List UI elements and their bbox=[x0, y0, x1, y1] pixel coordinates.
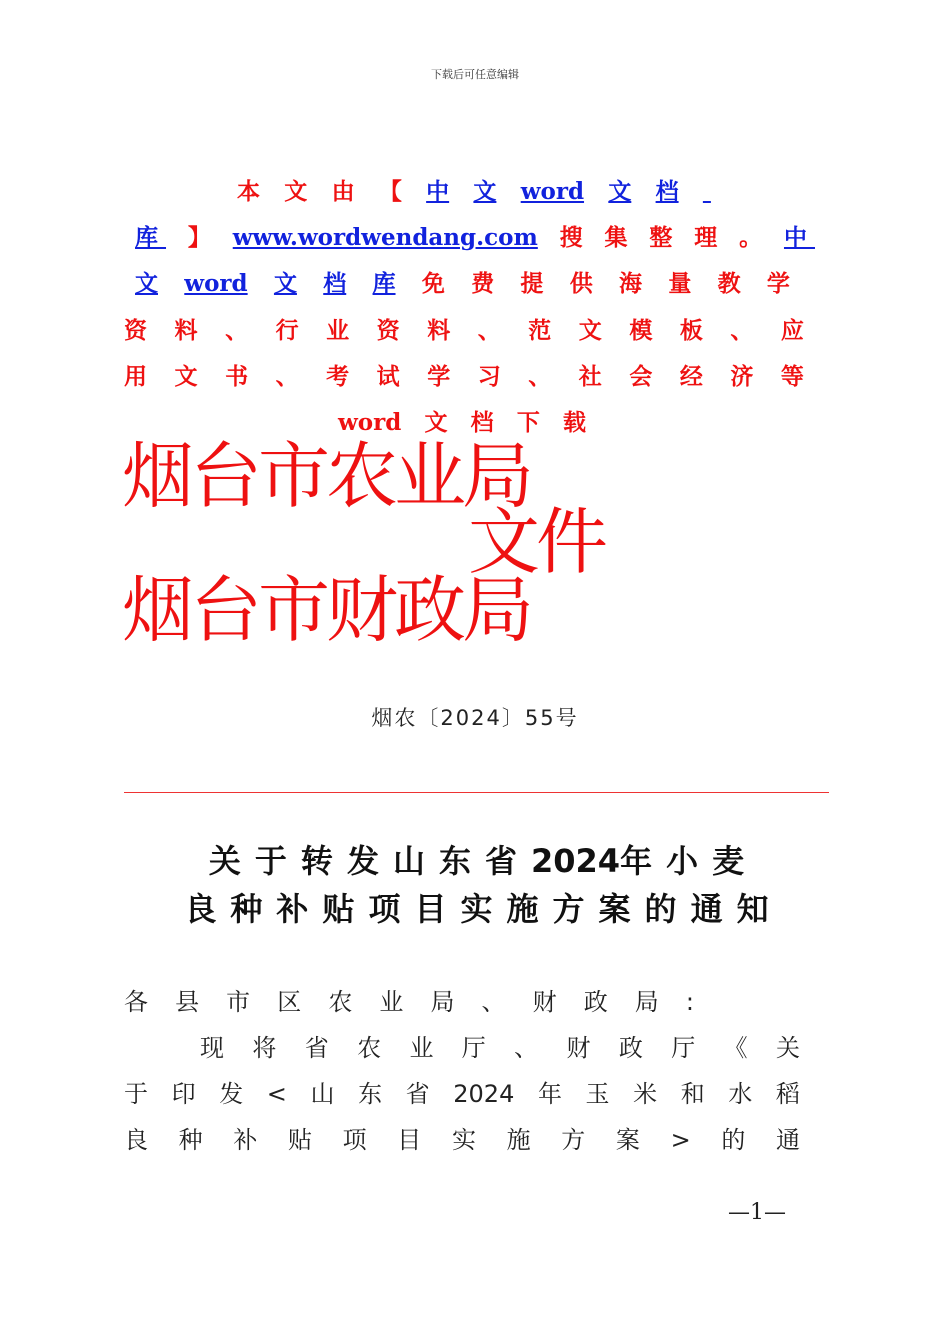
body-line-1-seg: 现 bbox=[200, 1034, 224, 1062]
title-line-1 bbox=[124, 838, 829, 884]
title-line-1-seg: 关 bbox=[208, 842, 241, 880]
salutation bbox=[124, 982, 694, 1022]
promo-line-3-seg[interactable]: 库 bbox=[372, 270, 396, 297]
body-line-2-seg: 和 bbox=[680, 1080, 705, 1108]
promo-line-3-seg: 费 bbox=[471, 270, 495, 297]
title-line-2 bbox=[124, 886, 829, 932]
body-line-1-seg: 《 bbox=[723, 1034, 748, 1062]
promo-line-6-seg: 载 bbox=[562, 409, 586, 436]
promo-line-5-seg: 文 bbox=[174, 363, 198, 390]
promo-line-3-seg: 学 bbox=[766, 270, 790, 297]
body-line-3-seg: 实 bbox=[451, 1126, 476, 1154]
title-line-2-seg: 贴 bbox=[322, 890, 355, 928]
body-line-3-seg: 贴 bbox=[287, 1126, 312, 1154]
promo-line-2-seg: 理 bbox=[694, 224, 718, 251]
promo-line-4-seg: 资 bbox=[376, 317, 400, 344]
promo-line-2-seg[interactable]: 中 bbox=[783, 224, 815, 251]
promo-line-4-seg: 资 bbox=[124, 317, 147, 344]
title-line-2-seg: 的 bbox=[644, 890, 677, 928]
body-line-3-seg: 施 bbox=[506, 1126, 531, 1154]
title-line-2-seg: 实 bbox=[460, 890, 493, 928]
promo-line-5-seg: 经 bbox=[679, 363, 703, 390]
body-line-1-seg: 、 bbox=[514, 1034, 539, 1062]
promo-line-1-seg[interactable]: 文 bbox=[473, 178, 497, 205]
promo-line-3 bbox=[135, 267, 790, 301]
body-line-3-seg: > bbox=[670, 1126, 691, 1154]
body-line-2-seg: 于 bbox=[124, 1080, 148, 1108]
body-line-1-seg: 业 bbox=[409, 1034, 434, 1062]
promo-line-3-seg[interactable]: 文 bbox=[273, 270, 297, 297]
promo-line-3-seg[interactable]: 档 bbox=[323, 270, 347, 297]
promo-line-6-seg: word bbox=[338, 409, 402, 436]
promo-line-1-seg[interactable]: 档 bbox=[655, 178, 679, 205]
promo-line-5-seg: 试 bbox=[376, 363, 400, 390]
promo-line-4-seg: 、 bbox=[225, 317, 249, 344]
promo-line-5-seg: 、 bbox=[528, 363, 552, 390]
body-line-2-seg: 玉 bbox=[585, 1080, 610, 1108]
body-line-1-seg: 厅 bbox=[461, 1034, 486, 1062]
body-line-1-seg: 厅 bbox=[671, 1034, 696, 1062]
salutation-seg: 县 bbox=[175, 988, 200, 1016]
body-line-1-seg: 将 bbox=[252, 1034, 277, 1062]
body-line-1-seg: 省 bbox=[304, 1034, 329, 1062]
promo-line-3-seg: 量 bbox=[668, 270, 692, 297]
promo-line-5-seg: 等 bbox=[780, 363, 804, 390]
salutation-seg: 、 bbox=[481, 988, 506, 1016]
promo-line-2 bbox=[135, 221, 815, 255]
promo-line-3-seg: 免 bbox=[421, 270, 445, 297]
promo-line-5-seg: 会 bbox=[629, 363, 653, 390]
body-line-3-seg: 补 bbox=[233, 1126, 258, 1154]
body-line-2-seg: 水 bbox=[728, 1080, 753, 1108]
body-line-2 bbox=[124, 1074, 800, 1114]
promo-line-4-seg: 、 bbox=[730, 317, 754, 344]
body-line-3-seg: 通 bbox=[775, 1126, 800, 1154]
promo-line-1-seg[interactable] bbox=[703, 175, 711, 209]
body-line-2-seg: 东 bbox=[358, 1080, 383, 1108]
promo-line-2-seg: 】 bbox=[187, 224, 211, 251]
body-line-3-seg: 项 bbox=[342, 1126, 367, 1154]
salutation-seg: 局 bbox=[634, 988, 659, 1016]
body-line-2-seg: 稻 bbox=[775, 1080, 800, 1108]
salutation-seg: 业 bbox=[379, 988, 404, 1016]
promo-line-1-seg: 本 bbox=[237, 178, 260, 205]
promo-line-1 bbox=[237, 175, 711, 209]
promo-line-1-seg[interactable]: word bbox=[520, 178, 585, 205]
promo-line-6-seg: 档 bbox=[470, 409, 494, 436]
title-line-2-seg: 项 bbox=[368, 890, 401, 928]
header-note: 下载后可任意编辑 bbox=[431, 68, 519, 81]
promo-line-3-seg[interactable]: word bbox=[184, 270, 248, 297]
promo-line-1-seg: 文 bbox=[284, 178, 308, 205]
body-line-2-seg: 米 bbox=[633, 1080, 658, 1108]
promo-line-5-seg: 考 bbox=[326, 363, 350, 390]
salutation-seg: 市 bbox=[226, 988, 251, 1016]
body-line-2-seg: < bbox=[266, 1080, 287, 1108]
promo-line-3-seg: 教 bbox=[717, 270, 741, 297]
body-line-2-seg: 印 bbox=[171, 1080, 196, 1108]
salutation-seg: 局 bbox=[430, 988, 455, 1016]
promo-line-4-seg: 业 bbox=[326, 317, 350, 344]
promo-line-2-seg: 集 bbox=[604, 224, 628, 251]
promo-line-5-seg: 社 bbox=[578, 363, 602, 390]
promo-line-1-seg: 【 bbox=[378, 178, 402, 205]
promo-line-4-seg: 行 bbox=[275, 317, 299, 344]
salutation-seg: 财 bbox=[532, 988, 557, 1016]
salutation-seg: 农 bbox=[328, 988, 353, 1016]
issuer-org-2: 烟台市财政局 bbox=[122, 568, 531, 652]
title-line-1-seg: 于 bbox=[254, 842, 287, 880]
promo-line-2-seg: 。 bbox=[739, 224, 763, 251]
red-divider bbox=[124, 792, 829, 793]
promo-line-1-seg[interactable]: 文 bbox=[608, 178, 632, 205]
title-line-2-seg: 种 bbox=[230, 890, 263, 928]
body-line-2-seg: 发 bbox=[219, 1080, 244, 1108]
body-line-1-seg: 关 bbox=[775, 1034, 800, 1062]
title-line-1-seg: 省 bbox=[484, 842, 517, 880]
promo-line-2-seg[interactable]: 库 bbox=[135, 224, 167, 251]
body-line-1 bbox=[200, 1028, 800, 1068]
promo-line-4 bbox=[124, 314, 804, 348]
body-line-2-seg: 省 bbox=[405, 1080, 430, 1108]
title-line-2-seg: 案 bbox=[598, 890, 631, 928]
title-line-2-seg: 良 bbox=[184, 890, 217, 928]
promo-line-1-seg[interactable]: 中 bbox=[426, 178, 450, 205]
body-line-1-seg: 政 bbox=[618, 1034, 643, 1062]
doc-number: 烟农〔2024〕55号 bbox=[371, 706, 579, 730]
promo-line-4-seg: 模 bbox=[629, 317, 653, 344]
body-line-1-seg: 财 bbox=[566, 1034, 591, 1062]
body-line-3-seg: 种 bbox=[178, 1126, 203, 1154]
title-line-1-seg: 2024年 bbox=[531, 842, 653, 880]
body-line-3-seg: 目 bbox=[397, 1126, 422, 1154]
salutation-seg: 各 bbox=[124, 988, 148, 1016]
promo-line-2-seg[interactable]: www.wordwendang.com bbox=[232, 224, 538, 251]
promo-line-4-seg: 、 bbox=[477, 317, 501, 344]
promo-line-5-seg: 学 bbox=[427, 363, 451, 390]
title-line-1-seg: 转 bbox=[300, 842, 333, 880]
promo-line-5-seg: 用 bbox=[124, 363, 147, 390]
body-line-3-seg: 方 bbox=[561, 1126, 586, 1154]
title-line-2-seg: 方 bbox=[552, 890, 585, 928]
promo-line-4-seg: 应 bbox=[780, 317, 804, 344]
title-line-2-seg: 通 bbox=[690, 890, 723, 928]
promo-line-5-seg: 书 bbox=[225, 363, 249, 390]
body-line-3-seg: 案 bbox=[615, 1126, 640, 1154]
body-line-3-seg: 良 bbox=[124, 1126, 148, 1154]
body-line-3 bbox=[124, 1120, 800, 1160]
promo-line-3-seg: 提 bbox=[520, 270, 544, 297]
promo-line-4-seg: 范 bbox=[528, 317, 552, 344]
body-line-3-seg: 的 bbox=[721, 1126, 746, 1154]
promo-line-6-seg: 下 bbox=[516, 409, 540, 436]
promo-line-3-seg: 海 bbox=[619, 270, 643, 297]
promo-line-5-seg: 、 bbox=[275, 363, 299, 390]
promo-line-5 bbox=[124, 360, 804, 394]
title-line-1-seg: 发 bbox=[346, 842, 379, 880]
body-line-1-seg: 农 bbox=[357, 1034, 382, 1062]
promo-line-4-seg: 料 bbox=[174, 317, 198, 344]
issuer-doc-word: 文件 bbox=[468, 500, 605, 584]
promo-line-4-seg: 板 bbox=[679, 317, 703, 344]
promo-line-4-seg: 文 bbox=[578, 317, 602, 344]
title-line-1-seg: 东 bbox=[438, 842, 471, 880]
body-line-2-seg: 山 bbox=[310, 1080, 335, 1108]
title-line-1-seg: 山 bbox=[392, 842, 425, 880]
promo-line-5-seg: 习 bbox=[477, 363, 501, 390]
promo-line-4-seg: 料 bbox=[427, 317, 451, 344]
promo-line-5-seg: 济 bbox=[730, 363, 754, 390]
title-line-1-seg: 小 bbox=[666, 842, 699, 880]
promo-line-2-seg: 整 bbox=[649, 224, 673, 251]
salutation-seg: : bbox=[685, 988, 694, 1016]
promo-line-1-seg: 由 bbox=[331, 178, 355, 205]
page-number: —1— bbox=[728, 1200, 786, 1225]
body-line-2-seg: 年 bbox=[537, 1080, 562, 1108]
promo-line-3-seg[interactable]: 文 bbox=[135, 270, 158, 297]
salutation-seg: 政 bbox=[583, 988, 608, 1016]
title-line-2-seg: 施 bbox=[506, 890, 539, 928]
promo-line-2-seg: 搜 bbox=[559, 224, 583, 251]
title-line-1-seg: 麦 bbox=[712, 842, 745, 880]
title-line-2-seg: 补 bbox=[276, 890, 309, 928]
salutation-seg: 区 bbox=[277, 988, 302, 1016]
promo-line-6-seg: 文 bbox=[424, 409, 448, 436]
body-line-2-seg: 2024 bbox=[453, 1080, 515, 1108]
issuer-org-1: 烟台市农业局 bbox=[122, 434, 531, 518]
promo-line-3-seg: 供 bbox=[569, 270, 593, 297]
title-line-2-seg: 知 bbox=[736, 890, 769, 928]
title-line-2-seg: 目 bbox=[414, 890, 447, 928]
